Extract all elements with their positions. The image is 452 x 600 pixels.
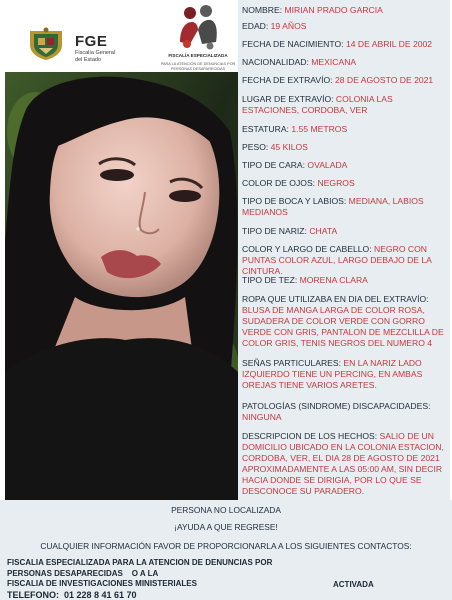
- fiscalia-name: FISCALÍA ESPECIALIZADA: [168, 53, 228, 58]
- activada-label: ACTIVADA: [333, 580, 374, 589]
- fge-title: FGE: [75, 33, 108, 50]
- field-mouth-lips: [242, 196, 446, 218]
- field-label: NOMBRE:: [242, 5, 285, 15]
- flyer-header: [0, 0, 238, 74]
- field-label: DESCRIPCION DE LOS HECHOS:: [242, 431, 380, 441]
- field-description: [242, 431, 446, 497]
- field-label: FECHA DE NACIMIENTO:: [242, 39, 346, 49]
- field-label: ESTATURA:: [242, 124, 292, 134]
- field-face-type: [242, 160, 446, 171]
- field-weight: [242, 142, 446, 153]
- field-label: SEÑAS PARTICULARES:: [242, 358, 344, 368]
- field-height: [242, 124, 446, 135]
- field-label: TIPO DE BOCA Y LABIOS:: [242, 196, 349, 206]
- field-value: EN LA NARIZ LADO IZQUIERDO TIENE UN PERCING, EN AMBAS OREJAS TIENE VARIOS ARETES.: [242, 358, 423, 390]
- field-label: TIPO DE CARA:: [242, 160, 308, 170]
- field-value: 1.55 METROS: [291, 124, 348, 134]
- field-label: LUGAR DE EXTRAVÍO:: [242, 94, 336, 104]
- contact-line-2: PERSONAS DESAPARECIDAS O A LA: [7, 568, 159, 578]
- fge-subtitle-1: Fiscalía General: [75, 50, 116, 56]
- field-name: [242, 5, 446, 16]
- field-label: PESO:: [242, 142, 271, 152]
- field-hair: [242, 244, 446, 277]
- field-label: EDAD:: [242, 21, 271, 31]
- field-birthdate: [242, 39, 446, 50]
- field-missing-place: [242, 94, 446, 116]
- fge-logo: [75, 35, 153, 63]
- field-label: FECHA DE EXTRAVÍO:: [242, 75, 335, 85]
- veracruz-seal-logo: [26, 27, 66, 61]
- field-value: SALIO DE UN DOMICILIO UBICADO EN LA COLONIA ESTACION, CORDOBA, VER, EL DIA 28 DE AGOSTO DE 2021 APROXIMADAMENTE A LAS 05:00 AM, SIN DECIR HACIA DONDE SE DIRIGIA, POR LO QUE SE DESCONOCE SU PARADERO.: [242, 431, 444, 496]
- field-marks: [242, 358, 446, 391]
- contact-line-1: FISCALIA ESPECIALIZADA PARA LA ATENCION DE DENUNCIAS POR: [7, 558, 273, 567]
- info-panel: [238, 0, 450, 500]
- field-nationality: [242, 57, 446, 68]
- field-pathologies: [242, 401, 446, 423]
- field-value: MIRIAN PRADO GARCIA: [284, 5, 383, 15]
- field-value: COLONIA LAS ESTACIONES, CORDOBA, VER: [242, 94, 393, 115]
- field-clothing: [242, 294, 446, 349]
- field-value: MORENA CLARA: [299, 275, 368, 285]
- contact-block: [7, 558, 307, 600]
- field-missing-date: [242, 75, 446, 86]
- field-skin-tone: [242, 275, 446, 286]
- status-text: PERSONA NO LOCALIZADA: [171, 505, 281, 515]
- fge-subtitle-2: del Estado: [75, 57, 101, 63]
- field-value: 45 KILOS: [270, 142, 308, 152]
- field-value: NINGUNA: [242, 412, 282, 422]
- field-value: MEDIANA, LABIOS MEDIANOS: [242, 196, 424, 217]
- person-photo: [5, 72, 238, 500]
- field-value: NEGROS: [317, 178, 355, 188]
- field-label: TIPO DE NARIZ:: [242, 226, 310, 236]
- field-value: 19 AÑOS: [270, 21, 307, 31]
- contact-phone: TELEFONO: 01 228 8 41 61 70: [7, 589, 137, 600]
- people-group-icon: [176, 4, 220, 50]
- portrait-photo: [5, 72, 238, 500]
- field-label: ROPA QUE UTILIZABA EN DIA DEL EXTRAVÍO:: [242, 294, 429, 304]
- field-value: BLUSA DE MANGA LARGA DE COLOR ROSA, SUDADERA DE COLOR VERDE CON GORRO VERDE CON GRIS, PANTALON DE MEZCLILLA DE COLOR GRIS, TENIS NEGROS DEL NUMERO 4: [242, 305, 444, 348]
- fiscalia-subtitle: PARA LA ATENCIÓN DE DENUNCIAS POR PERSONAS DESAPARECIDAS: [160, 62, 236, 71]
- contact-intro: CUALQUIER INFORMACIÓN FAVOR DE PROPORCIONARLA A LOS SIGUIENTES CONTACTOS:: [40, 541, 412, 551]
- fiscalia-logo: [160, 4, 236, 72]
- field-value: 14 DE ABRIL DE 2002: [345, 39, 433, 49]
- contact-line-3: FISCALIA DE INVESTIGACIONES MINISTERIALES: [7, 579, 197, 588]
- field-value: NEGRO CON PUNTAS COLOR AZUL, LARGO DEBAJO DE LA CINTURA.: [242, 244, 432, 276]
- field-eye-color: [242, 178, 446, 189]
- field-label: COLOR Y LARGO DE CABELLO:: [242, 244, 374, 254]
- field-label: NACIONALIDAD:: [242, 57, 312, 67]
- field-value: CHATA: [309, 226, 338, 236]
- field-nose-type: [242, 226, 446, 237]
- field-value: 28 DE AGOSTO DE 2021: [334, 75, 434, 85]
- field-value: OVALADA: [307, 160, 348, 170]
- field-label: PATOLOGÍAS (SINDROME) DISCAPACIDADES:: [242, 401, 431, 411]
- appeal-text: ¡AYUDA A QUE REGRESE!: [174, 522, 278, 532]
- field-value: MEXICANA: [311, 57, 357, 67]
- field-label: TIPO DE TEZ:: [242, 275, 300, 285]
- field-age: [242, 21, 446, 32]
- field-label: COLOR DE OJOS:: [242, 178, 318, 188]
